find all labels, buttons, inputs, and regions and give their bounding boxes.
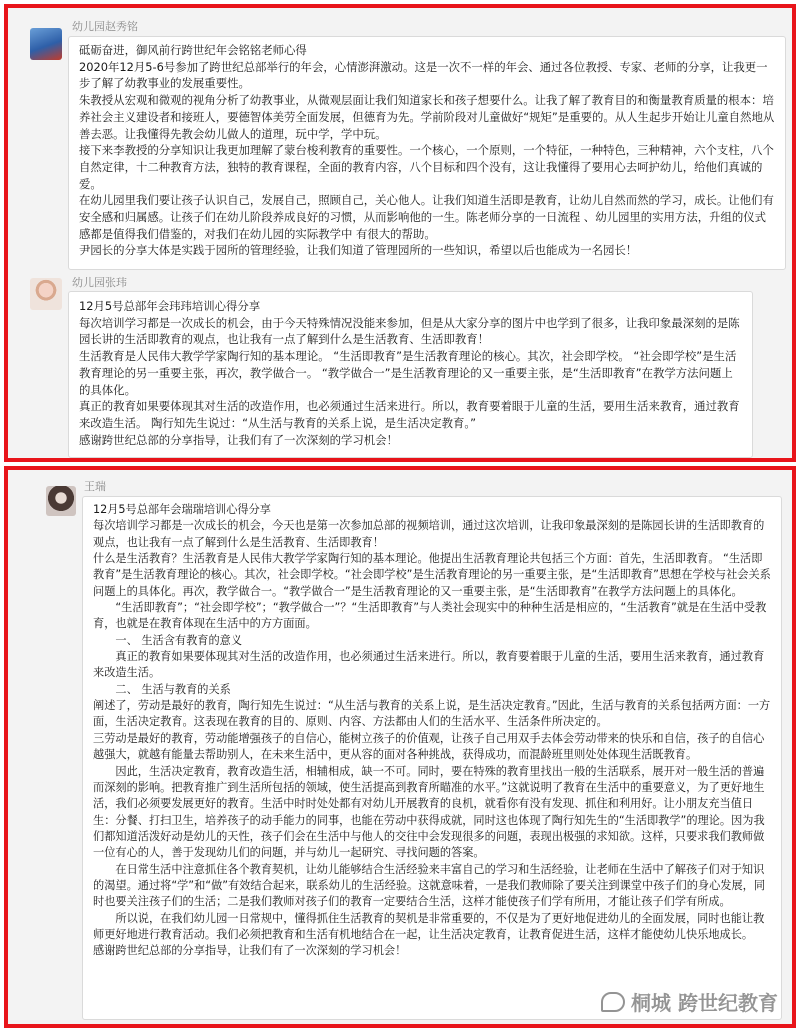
message-paragraph: 尹园长的分享大体是实践于园所的管理经验，让我们知道了管理园所的一些知识，希望以后也能成为一名园长！ xyxy=(79,243,638,258)
message-paragraph: 什么是生活教育？生活教育是人民伟大教学学家陶行知的基本理论。他提出生活教育理论共包括三个方面：首先，生活即教育。 “生活即教育”是生活教育理论的核心。其次，社会即学校。“社会即学校”是生活教育理论的另一重要主张，是“生活即教育”思想在学校与社会关系问题上的具体化。再次，教学做合一。“教学做合一”是生活教育理论的又一重要主张，是“生活即教育”在教学方法问题上的具体化。 xyxy=(93,552,771,598)
message-paragraph: 朱教授从宏观和微观的视角分析了幼教事业，从微观层面让我们知道家长和孩子想要什么。让我了解了教育目的和衡量教育质量的根本：培养社会主义建设者和接班人，要德智体美劳全面发展，但德育为先。学前阶段对儿童做好“规矩”是重要的。从人生起步开始让儿童自然地从善去恶。让我懂得先教会幼儿做人的道理，玩中学，学中玩。 xyxy=(79,93,775,141)
message-paragraph: 真正的教育如果要体现其对生活的改造作用，也必须通过生活来进行。所以，教育要着眼于儿童的生活，要用生活来教育，通过教育来改造生活。 xyxy=(93,650,765,680)
message-bubble xyxy=(68,36,786,270)
wechat-bubble-icon xyxy=(601,992,625,1012)
section-heading: 二、 生活与教育的关系 xyxy=(115,682,231,696)
message-paragraph: 三劳动是最好的教育，劳动能增强孩子的自信心，能树立孩子的价值观，让孩子自己用双手去体会劳动带来的快乐和自信，孩子的自信心越强大，就越有能量去帮助别人，在未来生活中，更从容的面对各种挑战，获得成功，而混龄班里则处处体现生活既教育。 xyxy=(93,731,765,762)
message-title: 砥砺奋进，御风前行跨世纪年会铭铭老师心得 xyxy=(79,43,307,57)
message-paragraph: 阐述了，劳动是最好的教育，陶行知先生说过：“从生活与教育的关系上说，是生活决定教育。”因此，生活与教育的关系包括两方面：一方面，生活决定教育。这表现在教育的目的、原则、内容、方法都由人们的生活水平、生活条件所决定的。 xyxy=(93,699,771,729)
username: 幼儿园赵秀铭 xyxy=(72,20,138,33)
watermark-text: 桐城 跨世纪教育 xyxy=(631,991,778,1015)
account-watermark xyxy=(601,987,778,1016)
section-heading: 一、 生活含有教育的意义 xyxy=(115,633,243,647)
username: 王瑞 xyxy=(84,480,106,493)
message-title: 12月5号总部年会玮玮培训心得分享 xyxy=(79,299,261,313)
message-bubble xyxy=(82,496,782,1020)
message-paragraph: 感谢跨世纪总部的分享指导，让我们有了一次深刻的学习机会！ xyxy=(93,944,407,958)
message-paragraph: 2020年12月5-6号参加了跨世纪总部举行的年会，心情澎湃激动。这是一次不一样的年会、通过各位教授、专家、老师的分享，让我更一步了解了幼教事业的发展重要性。 xyxy=(79,59,768,91)
message-paragraph: 真正的教育如果要体现其对生活的改造作用，也必须通过生活来进行。所以，教育要着眼于儿童的生活，要用生活来教育，通过教育来改造生活。 陶行知先生说过：“从生活与教育的关系上说，是生活决定教育。” xyxy=(79,399,740,430)
message-paragraph: 接下来李教授的分享知识让我更加理解了蒙台梭利教育的重要性。一个核心，一个原则，一个特征，一种特色，三种精神，六个支柱，八个自然定律，十二种教育方法，独特的教育课程，全面的教育内容，八个目标和四个没有，这让我懂得了要用心去呵护幼儿，给他们真诚的爱。 xyxy=(79,143,774,191)
message-paragraph: 在日常生活中注意抓住各个教育契机，让幼儿能够结合生活经验来丰富自己的学习和生活经验，让老师在生活中了解孩子们对于知识的渴望。通过将“学”和“做”有效结合起来，联系幼儿的生活经验。这就意味着，一是我们教师除了要关注到课堂中孩子们的身心发展，同时也要关注孩子们的生活；二是我们教师对孩子们的教育一定要结合生活，这样才能使孩子们学有所用，才能让孩子们学有所成。 xyxy=(93,862,766,909)
avatar[interactable] xyxy=(30,28,62,60)
bottom-highlight-frame xyxy=(4,466,796,1028)
message-paragraph: 所以说，在我们幼儿园一日常规中，懂得抓住生活教育的契机是非常重要的，不仅是为了更好地促进幼儿的全面发展，同时也能让教师更好地进行教育活动。我们必须把教育和生活有机地结合在一起，让生活决定教育，让教育促进生活，这样才能使幼儿快乐地成长。 xyxy=(93,911,765,941)
username: 幼儿园张玮 xyxy=(72,276,127,289)
message-title: 12月5号总部年会瑞瑞培训心得分享 xyxy=(93,503,271,516)
message-paragraph: 因此，生活决定教育，教育改造生活，相辅相成，缺一不可。同时，要在特殊的教育里找出一般的生活联系，展开对一般生活的普遍而深刻的影响。把教育推广到生活所包括的领域，使生活提高到教育所瞄准的水平。”这就说明了教育在生活中的重要意义，为了更好地生活，我们必须要发展更好的教育。生活中时时处处都有对幼儿开展教育的良机，就看你有没有发现、抓住和利用好。让小朋友充当值日生：分餐、打扫卫生，培养孩子的动手能力的同事，也能在劳动中获得成就，同时这也体现了陶行知先生的“生活即教学”的理论。因为我们都知道活泼好动是幼儿的天性，孩子们会在生活中与他人的交往中会发现很多的问题，表现出极强的求知欲。这样，只要求我们教师做一位有心的人，善于发现幼儿们的问题，并与幼儿一起研究、寻找问题的答案。 xyxy=(93,764,765,860)
message-paragraph: 生活教育是人民伟大教学学家陶行知的基本理论。 “生活即教育”是生活教育理论的核心。其次，社会即学校。 “社会即学校”是生活教育理论的另一重要主张，再次，教学做合一。 “教学做合一”是生活教育理论的又一重要主张，是“生活即教育”在教学方法问题上的具体化。 xyxy=(79,349,737,397)
avatar[interactable] xyxy=(30,278,62,310)
message-paragraph: 每次培训学习都是一次成长的机会，由于今天特殊情况没能来参加，但是从大家分享的图片中也学到了很多，让我印象最深刻的是陈园长讲的生活即教育的观点，也让我有一点了解到什么是生活教育、生活即教育！ xyxy=(79,315,740,347)
top-highlight-frame xyxy=(4,4,796,462)
message-paragraph: 每次培训学习都是一次成长的机会，今天也是第一次参加总部的视频培训，通过这次培训，让我印象最深刻的是陈园长讲的生活即教育的观点，也让我有一点了解到什么是生活教育、生活即教育！ xyxy=(93,519,765,549)
message-paragraph: 在幼儿园里我们要让孩子认识自己，发展自己，照顾自己，关心他人。让我们知道生活即是教育，让幼儿自然而然的学习，成长。让他们有安全感和归属感。让孩子们在幼儿阶段养成良好的习惯，从而影响他的一生。陈老师分享的一日流程 、幼儿园里的实用方法，升组的仪式感都是值得我们借鉴的，对我们在幼儿园的实际教学中 有很大的帮助。 xyxy=(79,193,774,241)
avatar[interactable] xyxy=(46,486,76,516)
message-paragraph: 感谢跨世纪总部的分享指导，让我们有了一次深刻的学习机会！ xyxy=(79,432,398,447)
message-bubble xyxy=(68,291,753,458)
message-paragraph: “生活即教育”；“社会即学校”；“教学做合一”？“生活即教育”与人类社会现实中的种种生活是相应的，“生活教育”就是在生活中受教育，也就是在教育体现在生活中的方方面面。 xyxy=(93,601,767,631)
